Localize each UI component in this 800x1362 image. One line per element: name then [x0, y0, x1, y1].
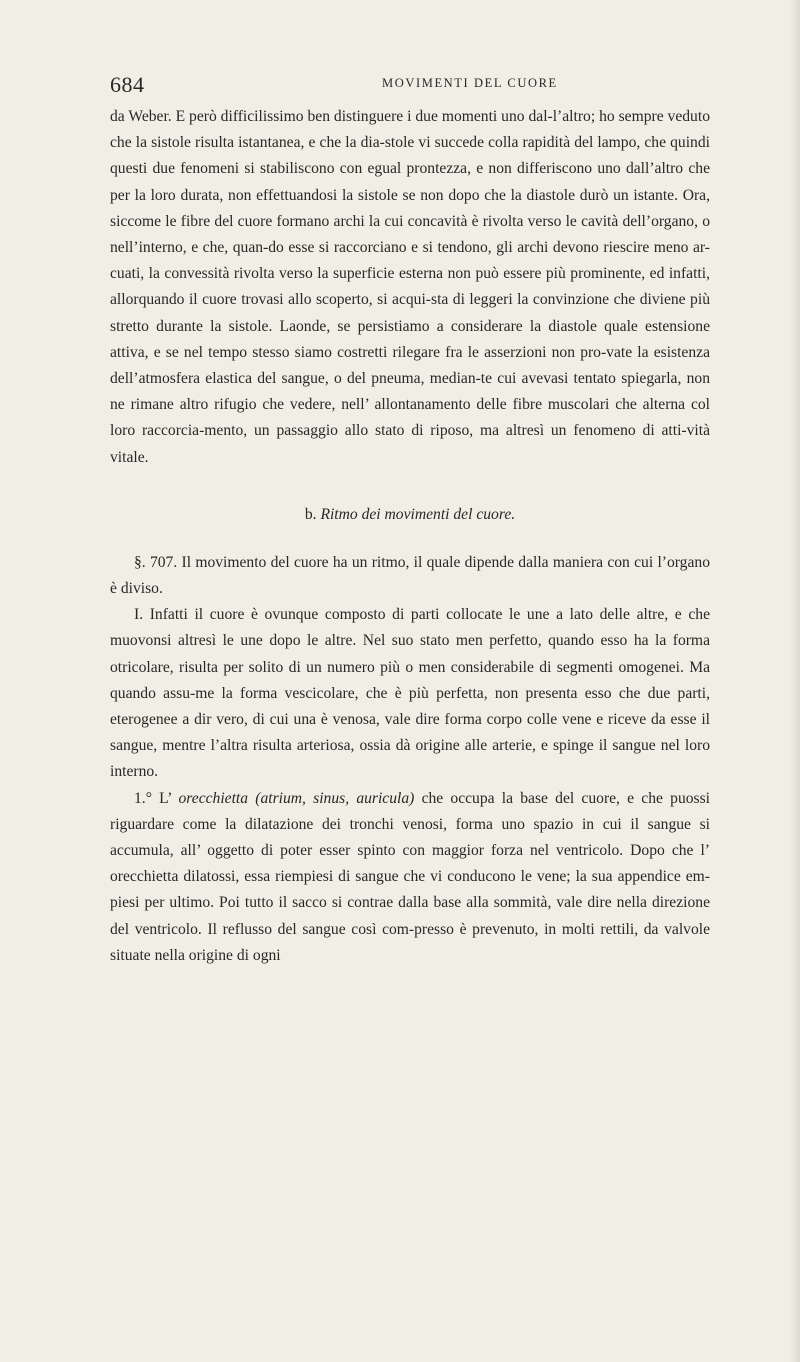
page-edge-shadow	[790, 0, 800, 1362]
paragraph-part-one: I. Infatti il cuore è ovunque composto di parti collocate le une a lato delle altre, e che muovonsi altresì le une dopo le altre. Nel suo stato men perfetto, quando esso ha la forma otricolare, risulta per solito di un numero più o men considerabile di segmenti omogenei. Ma quando assu-me la forma vescicolare, che è più perfetta, non presenta esso che due parti, eterogenee a dir vero, di cui una è venosa, vale dire forma corpo colle vene e riceve da esse il sangue, mentre l’altra risulta arteriosa, ossia dà origine alle arterie, e spinge il sangue nel loro interno.	[110, 606, 710, 781]
paragraph-orecchietta	[110, 786, 710, 969]
paragraph-continued: da Weber. E però difficilissimo ben distinguere i due momenti uno dal-l’altro; ho sempre veduto che la sistole risulta istantanea, e che la dia-stole vi succede colla rapidità del lampo, che quindi questi due fenomeni si stabiliscono con egual prontezza, e non differiscono uno dall’altro che per la loro durata, non effettuandosi la sistole se non dopo che la diastole durò un istante. Ora, siccome le fibre del cuore formano archi la cui concavità è rivolta verso le cavità dell’organo, o nell’interno, e che, quan-do esse si raccorciano e si tendono, gli archi devono riescire meno ar-cuati, la convessità rivolta verso la superficie esterna non può essere più prominente, ed infatti, allorquando il cuore trovasi allo scoperto, si acqui-sta di leggeri la convinzione che diviene più stretto durante la sistole. Laonde, se persistiamo a considerare la diastole quale estensione attiva, e se nel tempo stesso siamo costretti rilegare fra le asserzioni non pro-vate la esistenza dell’atmosfera elastica del sangue, o del pneuma, median-te cui avevasi tentato spiegarla, non ne rimane altro rifugio che vedere, nell’ allontanamento delle fibre muscolari che alterna col loro raccorcia-mento, un passaggio allo stato di riposo, ma altresì un fenomeno di atti-vità vitale.	[110, 108, 710, 466]
page-number: 684	[110, 72, 145, 97]
body-text	[110, 104, 710, 969]
section-subheading	[110, 502, 710, 528]
paragraph-rest: che occupa la base del cuore, e che puossi riguardare come la dilatazione dei tronchi venosi, forma uno spazio in cui il sangue si accumula, all’ oggetto di poter esser spinto con maggior forza nel ventricolo. Dopo che l’ orecchietta dilatossi, essa riempiesi di sangue che vi conducono le vene; la sua appendice em-piesi per ultimo. Poi tutto il sacco si contrae dalla base alla sommità, vale dire nella direzione del ventricolo. Il reflusso del sangue così com-presso è prevenuto, in molti rettili, da valvole situate nella origine di ogni	[110, 789, 711, 964]
running-head: MOVIMENTI DEL CUORE	[382, 76, 558, 90]
paragraph-italic-term: orecchietta (atrium, sinus, auricula)	[178, 789, 415, 807]
paragraph-section-707: §. 707. Il movimento del cuore ha un ritmo, il quale dipende dalla maniera con cui l’organo è diviso.	[110, 553, 710, 598]
page-header	[110, 72, 710, 96]
subheading-label: b.	[304, 505, 317, 523]
subheading-title: Ritmo dei movimenti del cuore.	[320, 505, 516, 523]
paragraph-lead: 1.° L’	[134, 789, 179, 807]
